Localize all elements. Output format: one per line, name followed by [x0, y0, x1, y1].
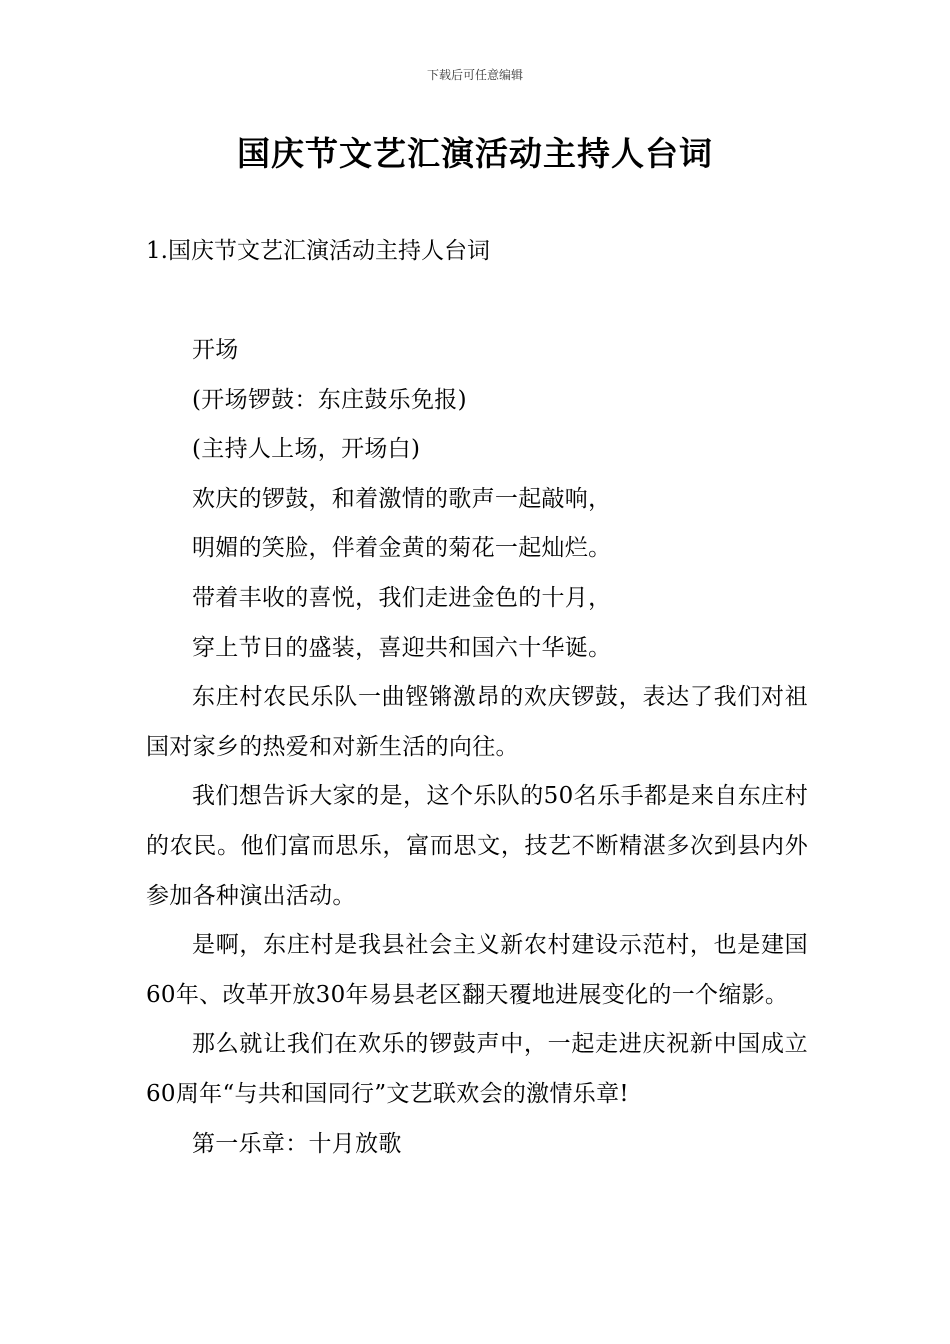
paragraph: 我们想告诉大家的是，这个乐队的50名乐手都是来自东庄村的农民。他们富而思乐，富而思文，技艺不断精湛多次到县内外参加各种演出活动。	[146, 783, 808, 909]
paragraph: 东庄村农民乐队一曲铿锵激昂的欢庆锣鼓，表达了我们对祖国对家乡的热爱和对新生活的向往。	[146, 684, 808, 760]
document-title: 国庆节文艺汇演活动主持人台词	[237, 134, 713, 173]
paragraph: 欢庆的锣鼓，和着激情的歌声一起敲响，	[192, 485, 612, 512]
paragraph: (开场锣鼓：东庄鼓乐免报)	[192, 386, 467, 413]
paragraph-opening: 开场	[192, 337, 239, 363]
section-heading: 1.国庆节文艺汇演活动主持人台词	[146, 238, 490, 264]
paragraph-movement-title: 第一乐章：十月放歌	[192, 1130, 402, 1157]
paragraph: 是啊，东庄村是我县社会主义新农村建设示范村，也是建国60年、改革开放30年易县老区翻天覆地进展变化的一个缩影。	[146, 932, 808, 1008]
paragraph: 明媚的笑脸，伴着金黄的菊花一起灿烂。	[192, 535, 612, 562]
paragraph: 那么就让我们在欢乐的锣鼓声中，一起走进庆祝新中国成立60周年“与共和国同行”文艺联欢会的激情乐章!	[146, 1031, 808, 1107]
header-note: 下载后可任意编辑	[426, 68, 523, 82]
paragraph: 带着丰收的喜悦，我们走进金色的十月，	[192, 584, 612, 611]
paragraph: 穿上节日的盛装，喜迎共和国六十华诞。	[192, 634, 612, 661]
document-body	[146, 326, 808, 1169]
paragraph: (主持人上场，开场白)	[192, 436, 421, 463]
